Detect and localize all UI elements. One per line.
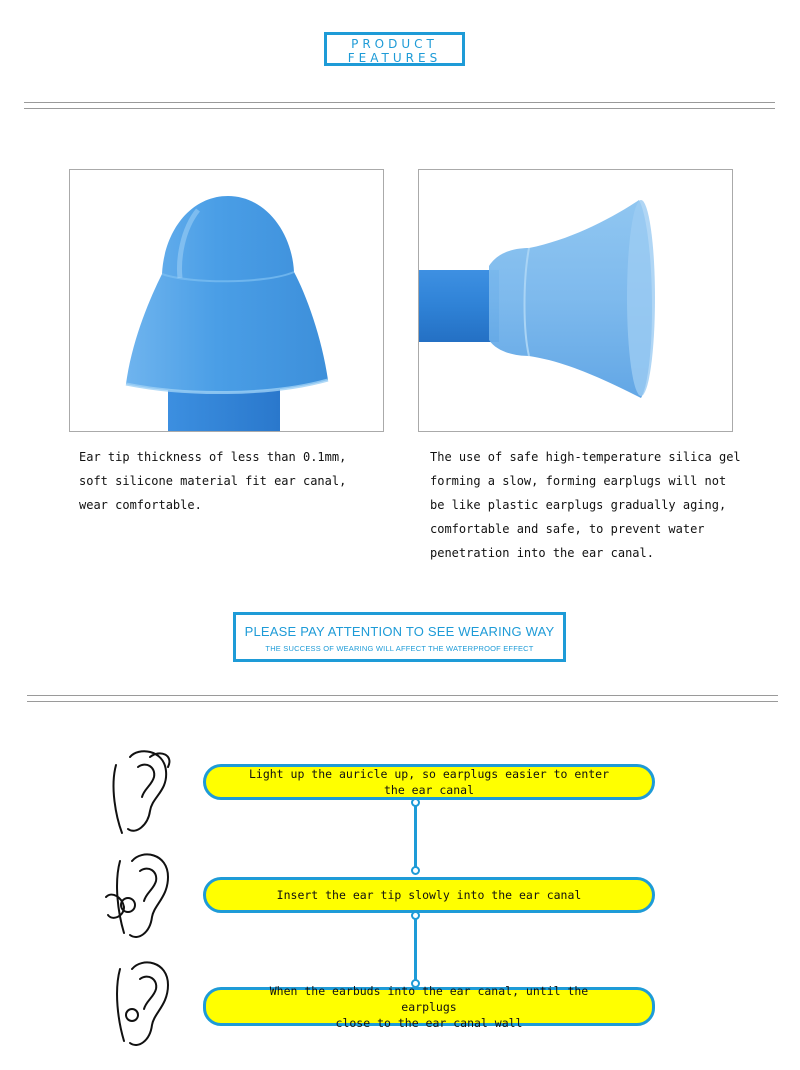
wearing-attention-banner [233, 612, 566, 662]
ear-illustrations [102, 737, 194, 1057]
step-1-text: Light up the auricle up, so earplugs easier to enter the ear canal [248, 767, 610, 797]
divider-top-1 [24, 102, 775, 103]
ear-illustration-steps [102, 737, 194, 1057]
step-3-instruction [203, 983, 655, 1030]
step-2-text: Insert the ear tip slowly into the ear canal [276, 888, 582, 902]
divider-mid-1 [27, 695, 778, 696]
step-connector-2 [414, 914, 417, 984]
step-1-instruction [203, 764, 655, 800]
divider-top-2 [24, 108, 775, 109]
step-connector-1 [414, 801, 417, 872]
heading-line-1: PRODUCT [351, 37, 438, 51]
feature-description-2: The use of safe high-temperature silica gel forming a slow, forming earplugs will not be like plastic earplugs gradually aging, comfortable and safe, to prevent water penetration into the ear canal. [430, 450, 741, 560]
ear-step-1-icon [114, 751, 170, 833]
ear-tip-dome-image [70, 170, 383, 431]
ear-tip-side-image [419, 170, 732, 431]
connector-dot [411, 866, 420, 875]
step-3-text: When the earbuds into the ear canal, until the earplugs close to the ear canal wall [269, 983, 589, 1030]
attention-title: PLEASE PAY ATTENTION TO SEE WEARING WAY [244, 624, 555, 639]
attention-subtitle: THE SUCCESS OF WEARING WILL AFFECT THE WATERPROOF EFFECT [265, 644, 534, 653]
divider-mid-2 [27, 701, 778, 702]
ear-tip-dome-photo [69, 169, 384, 432]
product-features-heading [324, 32, 465, 66]
heading-line-2: FEATURES [347, 51, 442, 65]
feature-description-1: Ear tip thickness of less than 0.1mm, soft silicone material fit ear canal, wear comfortable. [79, 450, 347, 512]
ear-step-2-icon [106, 854, 168, 937]
ear-tip-side-photo [418, 169, 733, 432]
step-2-instruction [203, 877, 655, 913]
ear-step-3-icon [117, 962, 168, 1045]
